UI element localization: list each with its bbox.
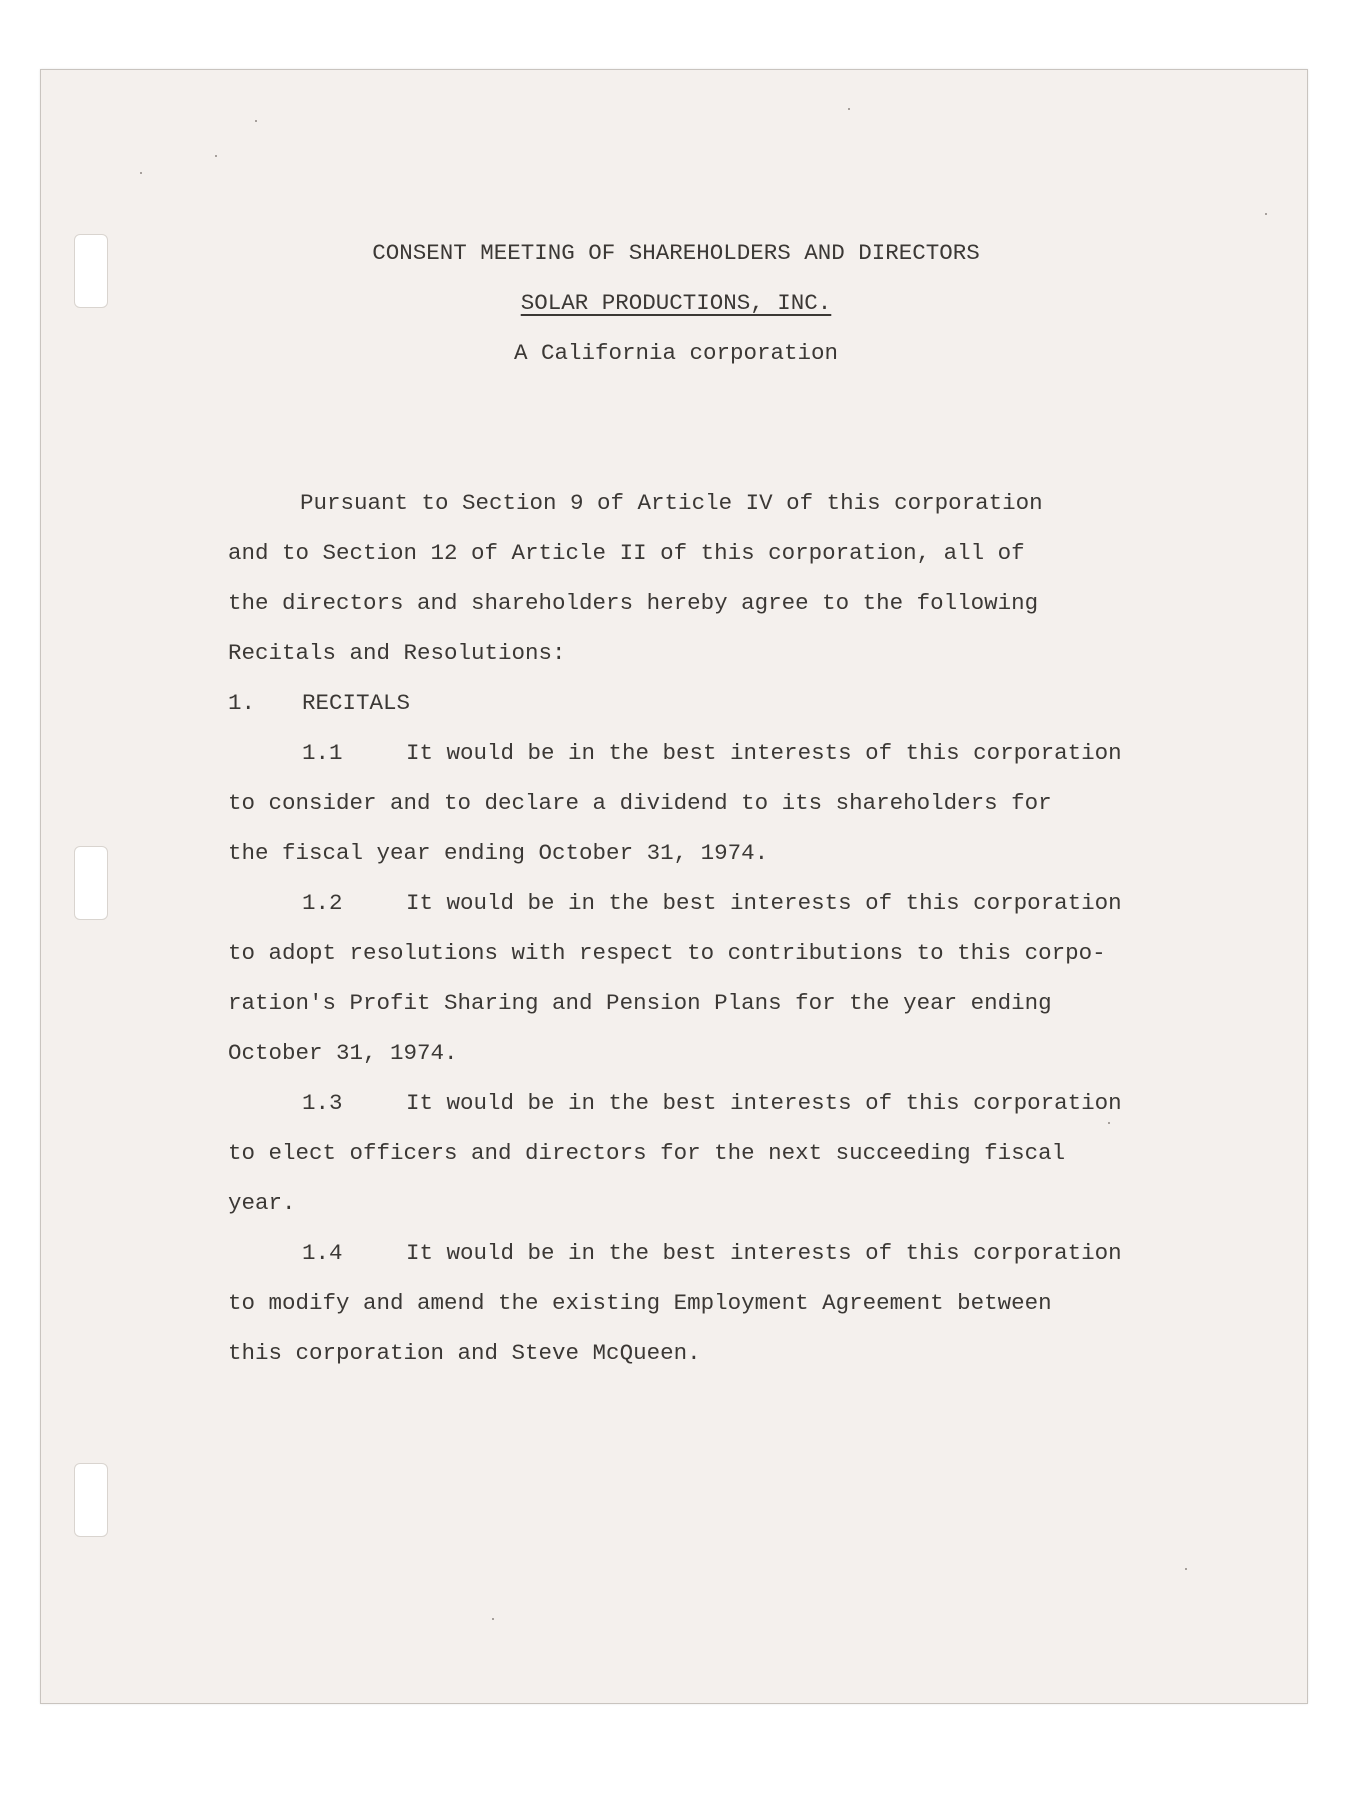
recital-line: to elect officers and directors for the next succeeding fiscal [228, 1140, 1066, 1166]
intro-line: and to Section 12 of Article II of this corporation, all of [228, 540, 1025, 566]
paper-speck [1185, 1568, 1187, 1570]
recital-line: It would be in the best interests of this corporation [406, 1090, 1122, 1116]
paper-speck [215, 155, 217, 157]
paper-speck [1108, 1122, 1110, 1124]
recital-line: It would be in the best interests of this corporation [406, 1240, 1122, 1266]
company-name-text: SOLAR PRODUCTIONS, INC. [520, 290, 832, 316]
company-name [0, 292, 1352, 315]
section-title: RECITALS [302, 690, 411, 716]
binder-hole [74, 846, 108, 920]
document-title: CONSENT MEETING OF SHAREHOLDERS AND DIRECTORS [372, 240, 980, 266]
paper-speck [848, 108, 850, 110]
recital-line: ration's Profit Sharing and Pension Plans for the year ending [228, 990, 1052, 1016]
intro-line: Recitals and Resolutions: [228, 640, 566, 666]
document-subtitle: A California corporation [513, 340, 839, 366]
recital-line: this corporation and Steve McQueen. [228, 1340, 701, 1366]
recital-number: 1.2 [302, 890, 343, 916]
recital-number: 1.3 [302, 1090, 343, 1116]
recital-line: year. [228, 1190, 296, 1216]
recital-line: the fiscal year ending October 31, 1974. [228, 840, 769, 866]
recital-line: It would be in the best interests of this corporation [406, 740, 1122, 766]
recital-line: to modify and amend the existing Employment Agreement between [228, 1290, 1052, 1316]
intro-line: Pursuant to Section 9 of Article IV of this corporation [300, 490, 1043, 516]
recital-line: It would be in the best interests of this corporation [406, 890, 1122, 916]
intro-line: the directors and shareholders hereby agree to the following [228, 590, 1039, 616]
section-number: 1. [228, 690, 256, 716]
paper-speck [140, 172, 142, 174]
paper-speck [492, 1618, 494, 1620]
recital-line: October 31, 1974. [228, 1040, 458, 1066]
recital-number: 1.1 [302, 740, 343, 766]
recital-line: to consider and to declare a dividend to its shareholders for [228, 790, 1052, 816]
recital-line: to adopt resolutions with respect to contributions to this corpo- [228, 940, 1106, 966]
paper-speck [1265, 213, 1267, 215]
paper-speck [255, 120, 257, 122]
binder-hole [74, 1463, 108, 1537]
recital-number: 1.4 [302, 1240, 343, 1266]
